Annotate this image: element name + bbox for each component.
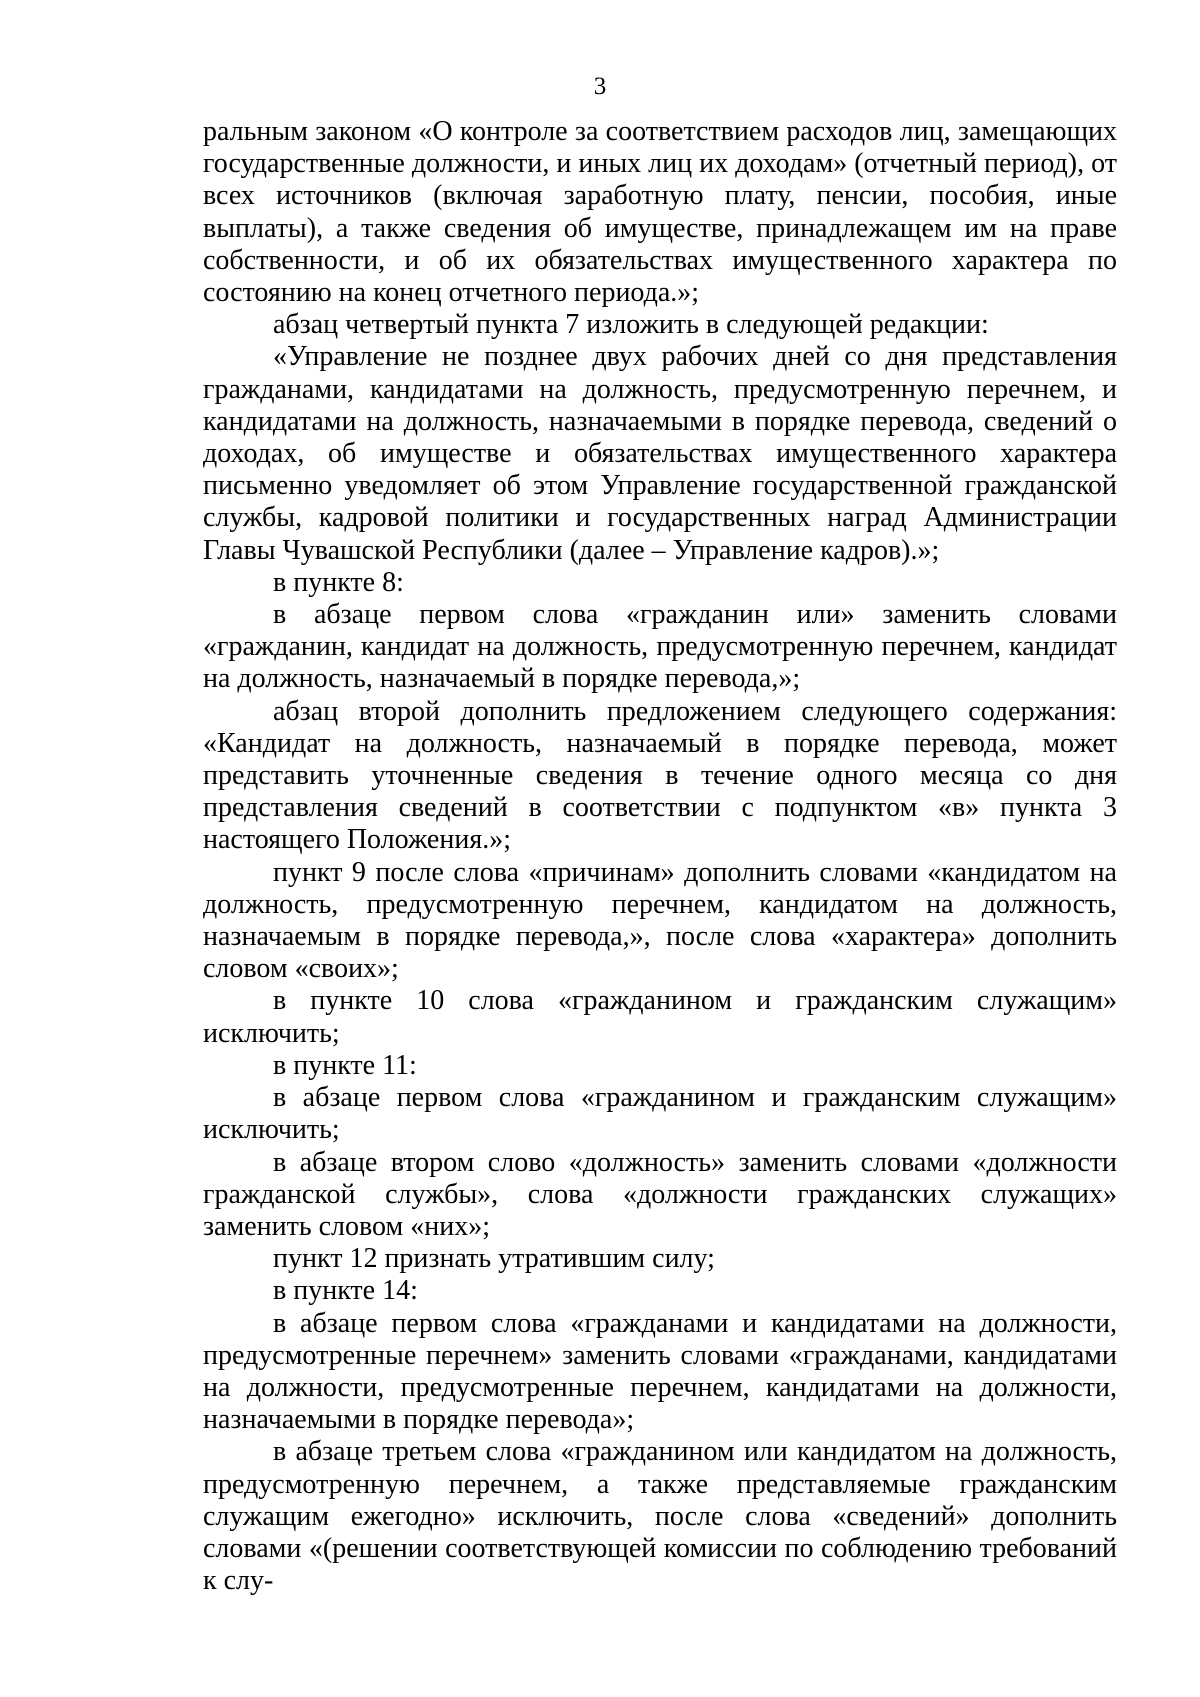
paragraph-item-11-intro: в пункте 11: — [273, 1049, 417, 1081]
paragraph-item-8-second: абзац второй дополнить предложением следующего содержания: «Кандидат на должность, назначаемый в порядке перевода, может представить уточненные сведения в течение одного месяца со дня представления сведений в соответствии с подпунктом «в» пункта 3 настоящего Положения.»; — [203, 695, 1117, 856]
paragraph-continuation: ральным законом «О контроле за соответствием расходов лиц, замещающих государственные должности, и иных лиц их доходам» (отчетный период), от всех источников (включая заработную плату, пенсии, пособия, иные выплаты), а также сведения об имуществе, принадлежащем им на праве собственности, и об их обязательствах имущественного характера по состоянию на конец отчетного периода.»; — [203, 116, 1117, 309]
paragraph-item-9: пункт 9 после слова «причинам» дополнить словами «кандидатом на должность, предусмотренную перечнем, кандидатом на должность, назначаемым в порядке перевода,», после слова «характера» дополнить словом «своих»; — [203, 856, 1117, 985]
paragraph-item-12: пункт 12 признать утратившим силу; — [273, 1243, 715, 1275]
paragraph-item-14-first: в абзаце первом слова «гражданами и кандидатами на должности, предусмотренные перечнем» заменить словами «гражданами, кандидатами на должности, предусмотренные перечнем, кандидатами на должности, назначаемыми в порядке перевода»; — [203, 1307, 1117, 1436]
document-body — [203, 116, 1117, 1597]
page-number: 3 — [593, 73, 607, 100]
paragraph-item-14-intro: в пункте 14: — [273, 1275, 418, 1307]
paragraph-item-8-first: в абзаце первом слова «гражданин или» заменить словами «гражданин, кандидат на должность, предусмотренную перечнем, кандидат на должность, назначаемый в порядке перевода,»; — [203, 599, 1117, 695]
paragraph-item-7-text: «Управление не позднее двух рабочих дней со дня представления гражданами, кандидатами на должность, предусмотренную перечнем, и кандидатами на должность, назначаемыми в порядке перевода, сведений о доходах, об имуществе и обязательствах имущественного характера письменно уведомляет об этом Управление государственной гражданской службы, кадровой политики и государственных наград Администрации Главы Чувашской Республики (далее – Управление кадров).»; — [203, 341, 1117, 566]
paragraph-item-11-second: в абзаце втором слово «должность» заменить словами «должности гражданской службы», слова «должности гражданских служащих» заменить словом «них»; — [203, 1146, 1117, 1242]
paragraph-item-10: в пункте 10 слова «гражданином и гражданским служащим» исключить; — [203, 985, 1117, 1049]
paragraph-item-11-first: в абзаце первом слова «гражданином и гражданским служащим» исключить; — [203, 1082, 1117, 1146]
paragraph-item-7-intro: абзац четвертый пункта 7 изложить в следующей редакции: — [273, 309, 989, 341]
paragraph-item-14-third: в абзаце третьем слова «гражданином или кандидатом на должность, предусмотренную перечнем, а также представляемые гражданским служащим ежегодно» исключить, после слова «сведений» дополнить словами «(решении соответствующей комиссии по соблюдению требований к слу- — [203, 1436, 1117, 1597]
paragraph-item-8-intro: в пункте 8: — [273, 566, 404, 598]
